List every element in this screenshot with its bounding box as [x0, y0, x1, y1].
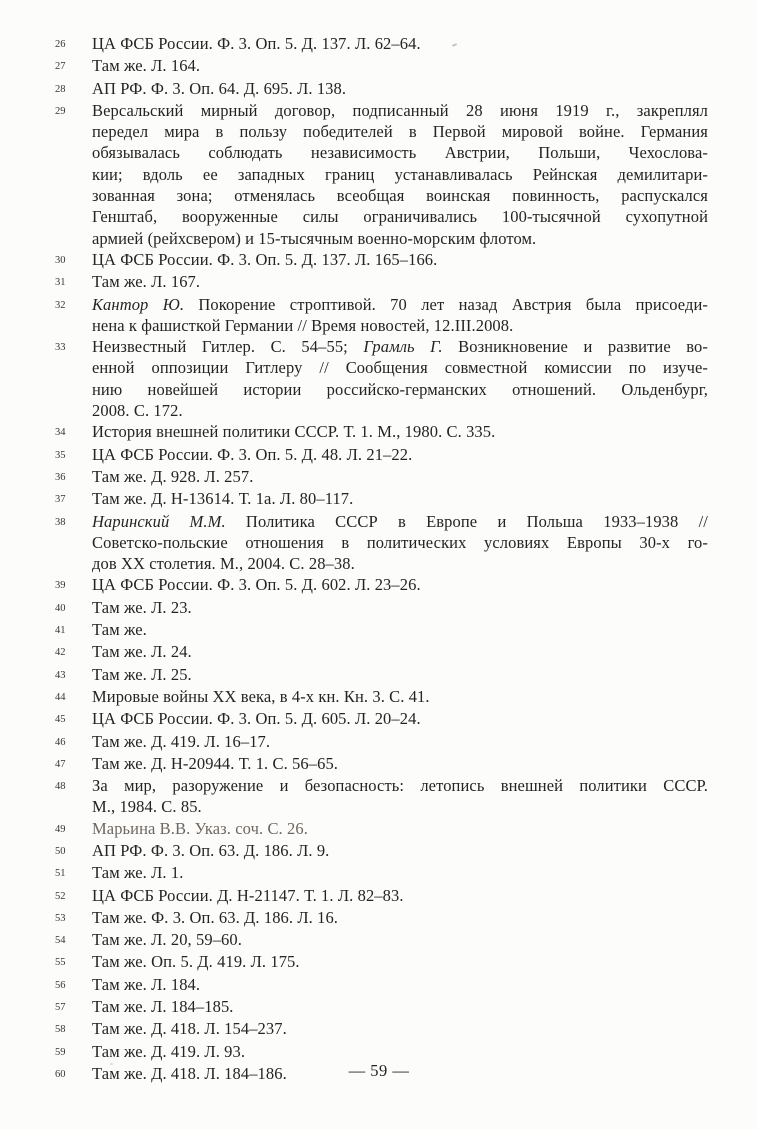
footnote-number: 29	[55, 105, 66, 117]
footnote-item	[55, 55, 710, 77]
footnote-text: Там же.	[92, 620, 147, 640]
footnote-number: 37	[55, 494, 66, 506]
footnote-text: Там же. Л. 184–185.	[92, 997, 234, 1017]
footnote-number: 39	[55, 580, 66, 592]
footnote-text: Там же. Л. 25.	[92, 664, 192, 684]
footnote-text: История внешней политики СССР. Т. 1. М., 1980. С. 335.	[92, 422, 496, 442]
scan-speck	[110, 1063, 113, 1065]
footnote-item	[55, 775, 710, 818]
footnote-text: Там же. Л. 20, 59–60.	[92, 930, 242, 950]
footnote-item	[55, 907, 710, 929]
footnote-text: За мир, разоружение и безопасность: летопись внешней политики СССР. М., 1984. С. 85.	[92, 776, 708, 817]
footnote-number: 57	[55, 1002, 66, 1014]
footnote-number: 31	[55, 277, 66, 289]
footnote-text: Кантор Ю. Покорение строптивой. 70 лет назад Австрия была присоеди- нена к фашисткой Германии // Время новостей, 12.III.2008.	[92, 294, 708, 335]
footnote-number: 26	[55, 39, 66, 50]
footnote-text: Там же. Л. 1.	[92, 863, 184, 883]
footnote-item	[55, 974, 710, 996]
footnote-item	[55, 1041, 710, 1063]
footnote-item	[55, 862, 710, 884]
footnote-text: Там же. Л. 164.	[92, 56, 201, 76]
footnote-item	[55, 249, 710, 271]
footnote-item	[55, 336, 710, 421]
footnote-text: Там же. Д. 419. Л. 93.	[92, 1041, 246, 1061]
footnote-text: Там же. Л. 23.	[92, 597, 192, 617]
footnote-item	[55, 294, 710, 337]
footnote-text: ЦА ФСБ России. Ф. 3. Оп. 5. Д. 48. Л. 21–22.	[92, 444, 413, 464]
footnote-number: 40	[55, 602, 66, 614]
footnote-text: Там же. Л. 24.	[92, 642, 192, 662]
footnote-number: 53	[55, 912, 66, 924]
footnote-item	[55, 641, 710, 663]
footnote-number: 56	[55, 979, 66, 991]
footnote-text: Там же. Д. 418. Л. 154–237.	[92, 1019, 287, 1039]
footnote-item	[55, 731, 710, 753]
footnote-item	[55, 574, 710, 596]
footnote-number: 36	[55, 471, 66, 483]
footnote-number: 45	[55, 714, 66, 726]
footnote-number: 33	[55, 342, 66, 354]
footnote-number: 48	[55, 781, 66, 793]
footnote-item	[55, 840, 710, 862]
footnote-text: Там же. Д. 418. Л. 184–186.	[92, 1063, 287, 1083]
footnote-number: 44	[55, 691, 66, 703]
footnote-item	[55, 996, 710, 1018]
footnote-text: Там же. Д. 928. Л. 257.	[92, 466, 254, 486]
footnote-text: Там же. Д. Н-13614. Т. 1а. Л. 80–117.	[92, 489, 354, 509]
footnote-number: 54	[55, 935, 66, 947]
footnote-text: Там же. Л. 167.	[92, 272, 201, 292]
footnote-item	[55, 466, 710, 488]
footnote-number: 51	[55, 868, 66, 880]
footnote-text: Там же. Д. Н-20944. Т. 1. С. 56–65.	[92, 753, 339, 773]
footnote-item	[55, 708, 710, 730]
footnotes-list	[55, 33, 710, 1085]
footnote-text: ЦА ФСБ России. Ф. 3. Оп. 5. Д. 137. Л. 165–166.	[92, 249, 438, 269]
footnote-number: 35	[55, 449, 66, 461]
footnote-number: 60	[55, 1068, 66, 1080]
footnote-text: Мировые войны XX века, в 4-х кн. Кн. 3. С. 41.	[92, 686, 430, 706]
footnote-item	[55, 511, 710, 575]
footnote-item	[55, 753, 710, 775]
footnote-item	[55, 1018, 710, 1040]
footnote-number: 49	[55, 823, 66, 835]
footnote-number: 55	[55, 957, 66, 969]
footnote-item	[55, 664, 710, 686]
footnote-item	[55, 444, 710, 466]
footnote-number: 38	[55, 516, 66, 528]
footnote-item	[55, 33, 710, 55]
footnote-item	[55, 597, 710, 619]
footnote-number: 50	[55, 845, 66, 857]
footnote-text: Марьина В.В. Указ. соч. С. 26.	[92, 818, 308, 838]
footnote-text: Там же. Ф. 3. Оп. 63. Д. 186. Л. 16.	[92, 907, 339, 927]
footnote-item	[55, 885, 710, 907]
footnote-text: ЦА ФСБ России. Ф. 3. Оп. 5. Д. 602. Л. 23–26.	[92, 575, 421, 595]
footnote-item	[55, 78, 710, 100]
footnote-number: 30	[55, 254, 66, 266]
footnote-item	[55, 619, 710, 641]
footnote-item	[55, 271, 710, 293]
footnote-item	[55, 818, 710, 840]
footnote-text: ЦА ФСБ России. Д. Н-21147. Т. 1. Л. 82–83.	[92, 885, 404, 905]
footnote-number: 41	[55, 625, 66, 637]
footnote-text: Неизвестный Гитлер. С. 54–55; Грамль Г. Возникновение и развитие во- енной оппозиции Гитлеру // Сообщения совместной комиссии по изуче- нию новейшей истории российско-германских отношений. Ольденбург, 2008. С. 172.	[92, 337, 708, 421]
footnote-number: 34	[55, 427, 66, 439]
footnote-number: 46	[55, 736, 66, 748]
footnote-item	[55, 488, 710, 510]
footnote-item	[55, 951, 710, 973]
footnote-number: 58	[55, 1024, 66, 1036]
footnote-text: ЦА ФСБ России. Ф. 3. Оп. 5. Д. 605. Л. 20–24.	[92, 709, 421, 729]
footnote-number: 27	[55, 61, 66, 73]
footnote-number: 28	[55, 83, 66, 95]
footnote-number: 42	[55, 647, 66, 659]
footnote-number: 52	[55, 890, 66, 902]
footnote-number: 59	[55, 1046, 66, 1058]
footnote-text: ЦА ФСБ России. Ф. 3. Оп. 5. Д. 137. Л. 62–64.	[92, 34, 421, 53]
footnote-text: Наринский М.М. Политика СССР в Европе и Польша 1933–1938 // Советско-польские отношения в политических условиях Европы 30-х го- дов XX столетия. М., 2004. С. 28–38.	[92, 511, 708, 574]
footnote-text: АП РФ. Ф. 3. Оп. 63. Д. 186. Л. 9.	[92, 840, 330, 860]
footnote-item	[55, 929, 710, 951]
footnote-text: АП РФ. Ф. 3. Оп. 64. Д. 695. Л. 138.	[92, 78, 347, 98]
footnote-text: Там же. Л. 184.	[92, 974, 201, 994]
footnote-number: 47	[55, 758, 66, 770]
footnote-item	[55, 100, 710, 249]
footnote-text: Там же. Оп. 5. Д. 419. Л. 175.	[92, 952, 300, 972]
footnote-number: 32	[55, 299, 66, 311]
footnote-item	[55, 421, 710, 443]
footnote-text: Версальский мирный договор, подписанный 28 июня 1919 г., закреплял передел мира в пользу победителей в Первой мировой войне. Германия обязывалась соблюдать независимость Австрии, Польши, Чехослова- кии; вдоль ее западных границ устанавливалась Рейнская демилитари- зованная зона; отменялась всеобщая воинская повинность, распускался Генштаб, вооруженные силы ограничивались 100-тысячной сухопутной армией (рейхсвером) и 15-тысячным военно-морским флотом.	[92, 100, 708, 248]
footnote-number: 43	[55, 669, 66, 681]
footnote-text: Там же. Д. 419. Л. 16–17.	[92, 731, 271, 751]
page-number: — 59 —	[348, 1061, 410, 1080]
footnote-item	[55, 686, 710, 708]
